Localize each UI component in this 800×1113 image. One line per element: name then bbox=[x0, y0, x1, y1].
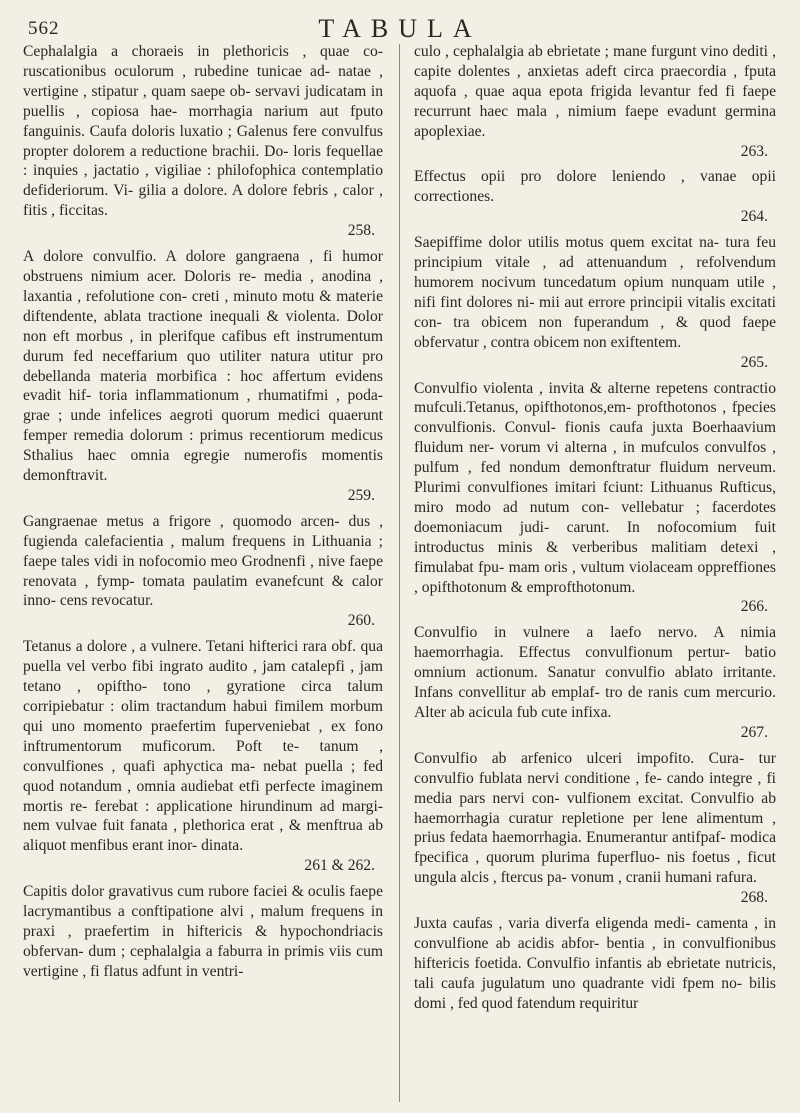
entry bbox=[23, 512, 383, 631]
entry-number: 258. bbox=[347, 222, 375, 240]
entry-number: 261 & 262. bbox=[304, 857, 375, 875]
entry-number: 268. bbox=[740, 889, 768, 907]
entry bbox=[414, 914, 776, 1014]
page-header bbox=[0, 12, 800, 42]
entry-text: A dolore convulfio. A dolore gangraena , fi humor obstruens nimium acer. Doloris re- media , anodina , laxantia , refolutione con- creti , minuto motu & materie diftendente, ablata tractione inequali & violenta. Dolor non eft morbus , in plerifque cafibus eft instrumentum durum fed neceffarium quo utiliter natura utitur pro debellanda materia morbifica : hoc affertum evidens evadit hif- toria inflammationum , rhumatifmi , poda- grae ; unde infelices aegroti quorum medici quaerunt femper remedia dolorum : primus recentiorum medicus Sthalius haec omnia egregie numerofis momentis demonftravit. bbox=[23, 248, 383, 485]
entry bbox=[414, 167, 776, 227]
entry-number: 263. bbox=[740, 142, 768, 160]
running-head: TABULA bbox=[318, 14, 482, 43]
entry-number: 265. bbox=[740, 353, 768, 371]
entry-number: 259. bbox=[347, 486, 375, 504]
entry-number: 260. bbox=[347, 612, 375, 630]
entry-number: 264. bbox=[740, 208, 768, 226]
entry-text: Effectus opii pro dolore leniendo , vanae opii correctiones. bbox=[414, 168, 776, 206]
entry-text: Convulfio in vulnere a laefo nervo. A nimia haemorrhagia. Effectus convulfionum pertur- batio omnium actionum. Sanatur convulfio ablato irritante. Infans convellitur ab emplaf- tro de ranis cum mercurio. Alter ab acicula fub cute infixa. bbox=[414, 624, 776, 721]
entry bbox=[414, 623, 776, 742]
left-column bbox=[23, 42, 383, 988]
entry bbox=[23, 637, 383, 876]
entry-text: Gangraenae metus a frigore , quomodo arcen- dus , fugienda calefacientia , malum frequens in Lithuania ; faepe tales vidi in nofocomio meo Grodnenfi , nive faepe renovata , fymp- tomata paulatim evanefcunt & calor inno- cens revocatur. bbox=[23, 512, 383, 610]
entry bbox=[414, 749, 776, 908]
entry-text: Saepiffime dolor utilis motus quem excitat na- tura feu principium vitale , ad attenuandum , refolvendum humorem nocivum tuncedatum opium nunquam utile , nifi fint dolores ni- mii aut errore principii vitalis excitati con- tra obicem non fuperandum , & quod faepe obfervatur , contra obicem non exiftentem. bbox=[414, 234, 776, 351]
right-column bbox=[414, 42, 776, 1020]
entry-text: Convulfio ab arfenico ulceri impofito. Cura- tur convulfio fublata nervi conditione , fe- cando integre , fi media pars nervi con- vulfionem excitat. Convulfio ab haemorrhagia curatur repletione per lene alimentum , prius fedata haemorrhagia. Enumerantur antifpaf- modica fpecifica , quorum plurima fuperfluo- nis foetus , ficut ungula alcis , ftercus pa- vonum , cranii humani rafura. bbox=[414, 749, 776, 887]
entry-text: Capitis dolor gravativus cum rubore faciei & oculis faepe lacrymantibus a conftipatione alvi , malum frequens in praxi , praefertim in hiftericis & hypochondriacis obfervan- dum ; cephalalgia a faburra in primis viis cum vertigine , fi flatus adfunt in ventri- bbox=[23, 883, 383, 980]
entry-text: Cephalalgia a choraeis in plethoricis , quae co- ruscationibus oculorum , rubedine tunicae ad- natae , vertigine , stipatur , quam saepe ob- servavi judicatam in puellis , copiosa hae- morrhagia narium aut fputo fanguinis. Caufa doloris luxatio ; Galenus fere convulfus propter dolorem a reductione brachii. Do- loris fequellae : inquies , jactatio , vigiliae : philofophica contemplatio defideriorum. Vi- gilia a dolore. A dolore febris , calor , fitis , ficcitas. bbox=[23, 43, 383, 220]
entry-text: Tetanus a dolore , a vulnere. Tetani hifterici rara obf. qua puella vel verbo fibi ingrato audito , jam catalepfi , jam tetano , opiftho- tono , gyratione circa talum corripiebatur : olim tractandum habui fimilem morbum qui uno momento praefertim fuperveniebat , ex fono inftrumentorum muficorum. Poft te- tanum , convulfiones , quafi aphyctica ma- nebat puella ; fed quod notandum , omnia audiebat etfi perfecte imaginem mortis re- ferebat : applicatione hirundinum ad margi- nem vulvae fuit fanata , plethorica erat , & menftrua ab aliquot menfibus erant inor- dinata. bbox=[23, 638, 383, 855]
entry bbox=[23, 247, 383, 506]
column-divider bbox=[399, 44, 400, 1102]
entry-text: culo , cephalalgia ab ebrietate ; mane furgunt vino dediti , capite dolentes , anxietas adeft circa praecordia , fputa aquofa , quae aqua epota frigida levantur fed fi faepe recurrunt haec mala , nimium faepe evadunt germina apoplexiae. bbox=[414, 43, 776, 140]
entry bbox=[23, 42, 383, 241]
entry-text: Convulfio violenta , invita & alterne repetens contractio mufculi.Tetanus, opifthotonos,em- profthotonos , fpecies convulfionis. Convul- fionis caufa juxta Boerhaavium fluidum ner- vorum vi alterna , in mufculos convulfos , pulfum , fed nondum demonftratur fluidum nerveum. Plurimi convulfiones imitari fciunt: Lithuanus Rufticus, miro modo ad nutum con- vellebatur ; facerdotes doemoniacum judi- carunt. In nofocomium fuit introductus minis & verberibus malitiam detexi , fimulabat fpu- mam oris , vultum violaceam oppreffiones , opifthotonum & emprofthotonum. bbox=[414, 379, 776, 596]
entry bbox=[414, 42, 776, 161]
entry bbox=[414, 379, 776, 618]
entry bbox=[414, 233, 776, 372]
entry-number: 266. bbox=[740, 598, 768, 616]
entry-number: 267. bbox=[740, 723, 768, 741]
page-number: 562 bbox=[28, 18, 60, 39]
entry-text: Juxta caufas , varia diverfa eligenda medi- camenta , in convulfione ab acidis abfor- bentia , in convulfionibus hiftericis foetida. Convulfio infantis ab ebrietate nutricis, tali caufa jugulatum uno quadrante vidi fpem no- bilis domi , fed quod fatendum requiritur bbox=[414, 915, 776, 1012]
entry bbox=[23, 882, 383, 982]
